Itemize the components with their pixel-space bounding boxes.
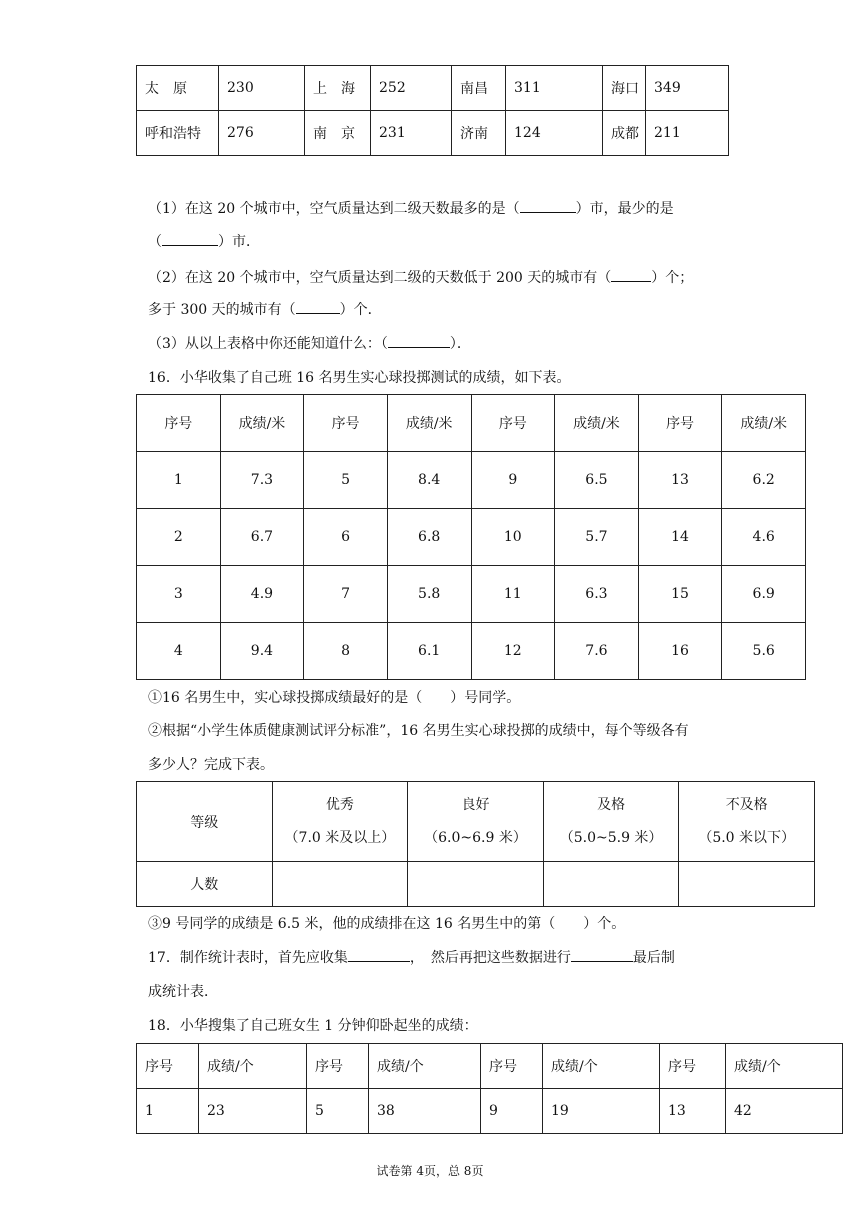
- count-input-cell[interactable]: [408, 862, 544, 907]
- count-input-cell[interactable]: [543, 862, 679, 907]
- table-row: [137, 66, 729, 111]
- answer-blank[interactable]: [571, 961, 633, 962]
- column-header: 序号: [471, 395, 555, 452]
- column-header: 成绩/个: [199, 1044, 307, 1089]
- table-cell: 13: [638, 452, 722, 509]
- column-header: 成绩/米: [220, 395, 304, 452]
- days-value: 349: [646, 66, 729, 111]
- column-header: 成绩/米: [555, 395, 639, 452]
- table-cell: 1: [137, 452, 221, 509]
- table-cell: 2: [137, 509, 221, 566]
- table-row: [137, 111, 729, 156]
- table-cell: 14: [638, 509, 722, 566]
- table-cell: 19: [543, 1089, 660, 1134]
- table-cell: 4.6: [722, 509, 806, 566]
- q16-intro: 16．小华收集了自己班 16 名男生实心球投掷测试的成绩，如下表。: [148, 370, 571, 386]
- table-cell: 38: [369, 1089, 481, 1134]
- answer-blank[interactable]: [296, 313, 340, 314]
- q17-line-1: 17．制作统计表时，首先应收集 ， 然后再把这些数据进行 最后制: [148, 950, 675, 966]
- q15-line-1: （1）在这 20 个城市中，空气质量达到二级天数最多的是（ ）市，最少的是: [148, 201, 674, 217]
- city-name: 上 海: [305, 66, 371, 111]
- table-cell: 7: [304, 566, 388, 623]
- answer-blank[interactable]: [162, 245, 218, 246]
- table-cell: 6.7: [220, 509, 304, 566]
- count-input-cell[interactable]: [679, 862, 815, 907]
- city-name: 海口: [603, 66, 646, 111]
- column-header: 成绩/米: [387, 395, 471, 452]
- table-cell: 11: [471, 566, 555, 623]
- table-header-row: [137, 395, 806, 452]
- table-row: [137, 509, 806, 566]
- answer-blank[interactable]: [611, 281, 651, 282]
- city-name: 太 原: [137, 66, 219, 111]
- q16-sub-2b: 多少人？完成下表。: [148, 757, 274, 773]
- grade-cell: [679, 782, 815, 862]
- days-value: 311: [506, 66, 603, 111]
- table-header-row: [137, 1044, 843, 1089]
- table-cell: 5.6: [722, 623, 806, 680]
- grade-range: （5.0~5.9 米）: [559, 829, 663, 846]
- q15-line-3: （2）在这 20 个城市中，空气质量达到二级的天数低于 200 天的城市有（ ）个；: [148, 270, 694, 286]
- grade-name: 优秀: [325, 796, 354, 813]
- table-cell: 9: [471, 452, 555, 509]
- table-row: [137, 452, 806, 509]
- days-value: 276: [219, 111, 305, 156]
- page-footer: 试卷第 4页，总 8页: [376, 1164, 484, 1178]
- count-input-cell[interactable]: [272, 862, 408, 907]
- table-cell: 15: [638, 566, 722, 623]
- column-header: 成绩/个: [543, 1044, 660, 1089]
- table-cell: 6: [304, 509, 388, 566]
- table-cell: 6.5: [555, 452, 639, 509]
- column-header: 序号: [137, 1044, 199, 1089]
- table-cell: 5.8: [387, 566, 471, 623]
- table-cell: 8.4: [387, 452, 471, 509]
- grade-range: （7.0 米及以上）: [284, 829, 396, 846]
- grade-cell: [543, 782, 679, 862]
- column-header: 成绩/米: [722, 395, 806, 452]
- column-header: 序号: [481, 1044, 543, 1089]
- answer-blank[interactable]: [520, 212, 576, 213]
- city-name: 南 京: [305, 111, 371, 156]
- count-label: 人数: [137, 862, 273, 907]
- days-value: 124: [506, 111, 603, 156]
- table-cell: 10: [471, 509, 555, 566]
- city-name: 成都: [603, 111, 646, 156]
- table-cell: 8: [304, 623, 388, 680]
- table-row: [137, 566, 806, 623]
- city-name: 呼和浩特: [137, 111, 219, 156]
- column-header: 成绩/个: [726, 1044, 843, 1089]
- grade-name: 及格: [597, 796, 626, 813]
- table-cell: 7.3: [220, 452, 304, 509]
- table-cell: 5.7: [555, 509, 639, 566]
- column-header: 序号: [307, 1044, 369, 1089]
- table-cell: 1: [137, 1089, 199, 1134]
- table-cell: 4: [137, 623, 221, 680]
- grade-label: 等级: [137, 782, 273, 862]
- column-header: 成绩/个: [369, 1044, 481, 1089]
- table-cell: 12: [471, 623, 555, 680]
- table-row: [137, 1089, 843, 1134]
- table-cell: 3: [137, 566, 221, 623]
- grade-cell: [408, 782, 544, 862]
- table-cell: 23: [199, 1089, 307, 1134]
- table-cell: 13: [660, 1089, 726, 1134]
- q15-line-2: （ ）市．: [148, 234, 260, 250]
- grade-range: （6.0~6.9 米）: [424, 829, 527, 846]
- column-header: 序号: [137, 395, 221, 452]
- grade-header-row: [137, 782, 815, 862]
- table-cell: 4.9: [220, 566, 304, 623]
- grade-count-table: [136, 781, 815, 907]
- column-header: 序号: [660, 1044, 726, 1089]
- column-header: 序号: [304, 395, 388, 452]
- answer-blank[interactable]: [388, 347, 450, 348]
- table-cell: 6.8: [387, 509, 471, 566]
- days-value: 231: [371, 111, 452, 156]
- q15-line-5: （3）从以上表格中你还能知道什么：（ ）．: [148, 336, 471, 352]
- days-value: 211: [646, 111, 729, 156]
- answer-blank[interactable]: [348, 961, 410, 962]
- table-cell: 9.4: [220, 623, 304, 680]
- table-cell: 5: [307, 1089, 369, 1134]
- grade-cell: [272, 782, 408, 862]
- q17-line-2: 成统计表．: [148, 984, 218, 1000]
- shot-put-table: [136, 394, 806, 680]
- table-cell: 6.3: [555, 566, 639, 623]
- city-air-quality-table: [136, 65, 729, 156]
- grade-range: （5.0 米以下）: [698, 829, 796, 846]
- situp-table: [136, 1043, 843, 1134]
- table-cell: 6.1: [387, 623, 471, 680]
- table-cell: 42: [726, 1089, 843, 1134]
- days-value: 252: [371, 66, 452, 111]
- days-value: 230: [219, 66, 305, 111]
- city-name: 济南: [452, 111, 506, 156]
- table-cell: 7.6: [555, 623, 639, 680]
- q16-sub-1: ①16 名男生中，实心球投掷成绩最好的是（ ）号同学。: [148, 690, 521, 706]
- table-cell: 5: [304, 452, 388, 509]
- q16-sub-2a: ②根据“小学生体质健康测试评分标准”，16 名男生实心球投掷的成绩中，每个等级各有: [148, 723, 689, 739]
- city-name: 南昌: [452, 66, 506, 111]
- q15-line-4: 多于 300 天的城市有（ ）个．: [148, 302, 382, 318]
- grade-name: 良好: [461, 796, 490, 813]
- table-cell: 6.9: [722, 566, 806, 623]
- grade-name: 不及格: [725, 796, 768, 813]
- column-header: 序号: [638, 395, 722, 452]
- q16-sub-3: ③9 号同学的成绩是 6.5 米，他的成绩排在这 16 名男生中的第（ ）个。: [148, 916, 626, 932]
- table-cell: 16: [638, 623, 722, 680]
- table-row: [137, 623, 806, 680]
- table-cell: 6.2: [722, 452, 806, 509]
- count-row: [137, 862, 815, 907]
- table-cell: 9: [481, 1089, 543, 1134]
- q18-intro: 18．小华搜集了自己班女生 1 分钟仰卧起坐的成绩：: [148, 1018, 478, 1034]
